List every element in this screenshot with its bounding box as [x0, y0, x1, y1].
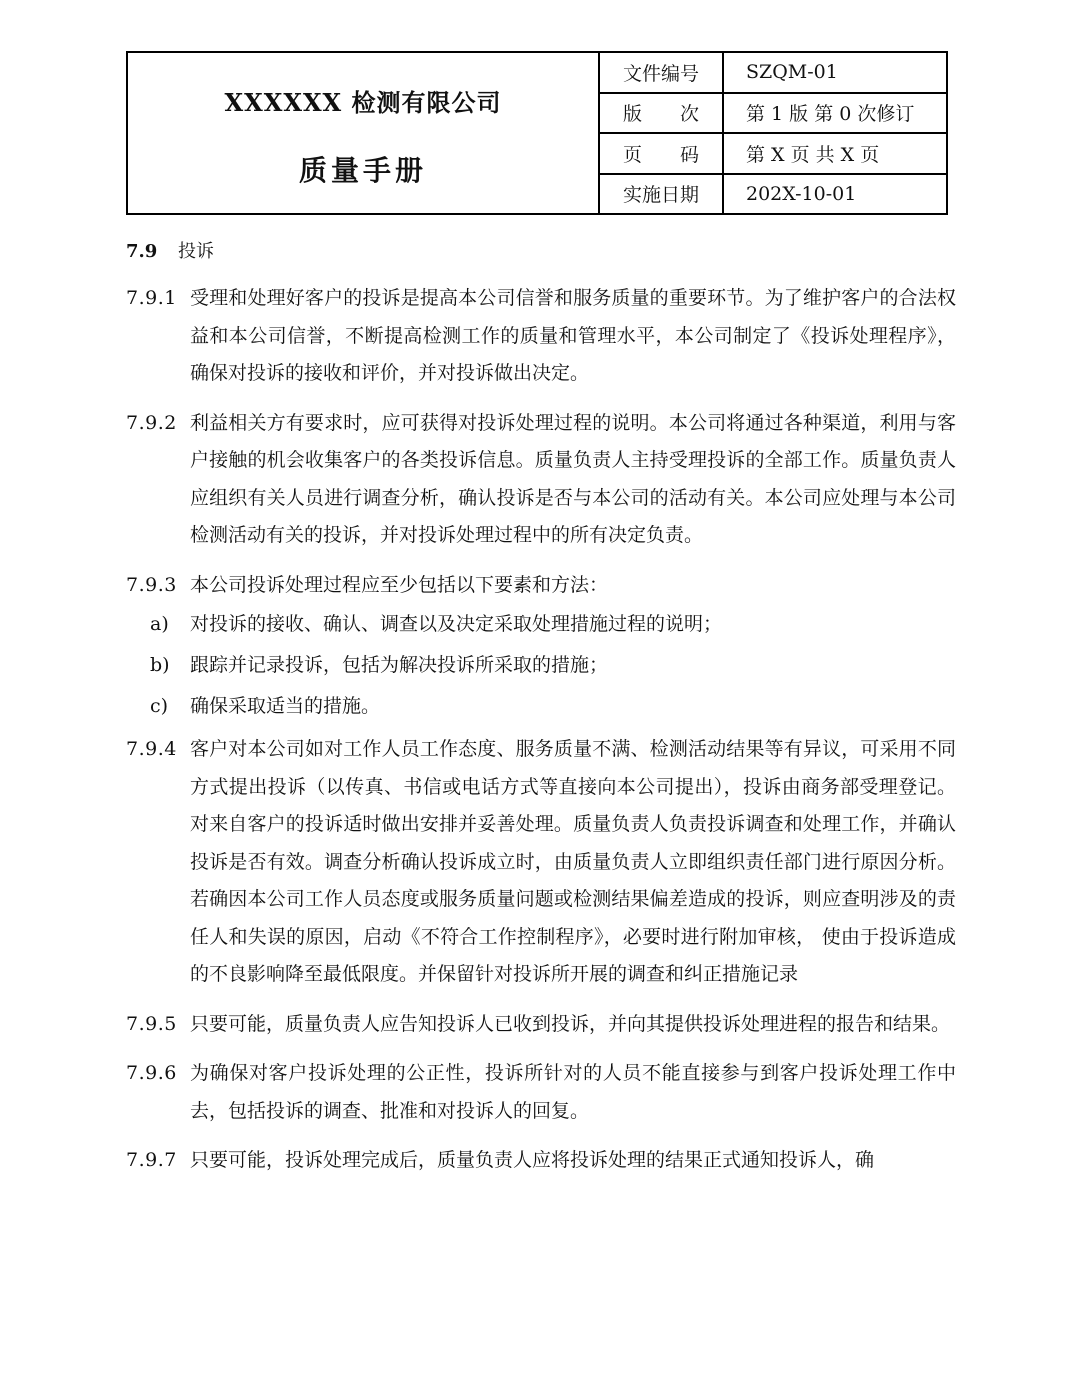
company-name: XXXXXX 检测有限公司 [224, 88, 502, 117]
clause-number: 7.9.2 [126, 411, 177, 434]
list-item-text: 跟踪并记录投诉，包括为解决投诉所采取的措施； [190, 654, 609, 676]
section-heading [126, 236, 956, 268]
clause-number: 7.9.1 [126, 287, 177, 309]
section-number: 7.9 [126, 241, 158, 262]
meta-row-page [600, 134, 946, 175]
clause-7-9-5 [126, 1006, 956, 1044]
meta-row-edition [600, 94, 946, 135]
list-item [126, 686, 956, 727]
clause-7-9-2 [126, 405, 956, 555]
clause-number: 7.9.7 [126, 1149, 177, 1171]
document-body [126, 236, 956, 1192]
list-item-text: 对投诉的接收、确认、调查以及决定采取处理措施过程的说明； [190, 613, 723, 635]
meta-label: 实施日期 [600, 175, 724, 214]
meta-value: 202X-10-01 [746, 182, 857, 205]
clause-7-9-3 [126, 567, 956, 605]
list-item-letter: c) [150, 695, 169, 717]
meta-row-file-number [600, 53, 946, 94]
clause-number: 7.9.5 [126, 1012, 177, 1035]
list-item-letter: a) [150, 613, 169, 635]
clause-number: 7.9.6 [126, 1062, 177, 1084]
clause-text: 客户对本公司如对工作人员工作态度、服务质量不满、检测活动结果等有异议，可采用不同方式提出投诉（以传真、书信或电话方式等直接向本公司提出），投诉由商务部受理登记。对来自客户的投诉适时做出安排并妥善处理。质量负责人负责投诉调查和处理工作，并确认投诉是否有效。调查分析确认投诉成立时，由质量负责人立即组织责任部门进行原因分析。若确因本公司工作人员态度或服务质量问题或检测结果偏差造成的投诉，则应查明涉及的责任人和失误的原因，启动《不符合工作控制程序》，必要时进行附加审核， 使由于投诉造成的不良影响降至最低限度。并保留针对投诉所开展的调查和纠正措施记录 [190, 738, 956, 985]
meta-label: 页 码 [600, 134, 724, 173]
list-item-text: 确保采取适当的措施。 [190, 695, 381, 717]
clause-7-9-4 [126, 731, 956, 994]
clause-text: 只要可能，质量负责人应告知投诉人已收到投诉，并向其提供投诉处理进程的报告和结果。 [190, 1012, 951, 1035]
clause-7-9-6 [126, 1055, 956, 1130]
meta-value: 第 X 页 共 X 页 [746, 143, 880, 166]
clause-number: 7.9.3 [126, 573, 177, 596]
meta-value: 第 1 版 第 0 次修订 [746, 103, 915, 126]
list-item [126, 645, 956, 686]
header-meta-cells [600, 53, 946, 213]
clause-7-9-3-items [126, 604, 956, 727]
document-header-table [126, 51, 948, 215]
clause-text: 为确保对客户投诉处理的公正性，投诉所针对的人员不能直接参与到客户投诉处理工作中去，包括投诉的调查、批准和对投诉人的回复。 [190, 1062, 956, 1122]
header-title-cell [128, 53, 600, 213]
clause-text: 本公司投诉处理过程应至少包括以下要素和方法： [190, 573, 609, 596]
clause-text: 受理和处理好客户的投诉是提高本公司信誉和服务质量的重要环节。为了维护客户的合法权益和本公司信誉，不断提高检测工作的质量和管理水平，本公司制定了《投诉处理程序》，确保对投诉的接收和评价，并对投诉做出决定。 [190, 287, 956, 384]
meta-label: 版 次 [600, 94, 724, 133]
list-item [126, 604, 956, 645]
clause-7-9-1 [126, 280, 956, 393]
meta-row-effective-date [600, 175, 946, 214]
clause-7-9-7 [126, 1142, 956, 1180]
list-item-letter: b) [150, 654, 170, 676]
section-title: 投诉 [178, 241, 214, 262]
document-title: 质量手册 [298, 154, 427, 187]
meta-value: SZQM-01 [746, 61, 838, 84]
clause-number: 7.9.4 [126, 738, 177, 760]
clause-text: 利益相关方有要求时，应可获得对投诉处理过程的说明。本公司将通过各种渠道，利用与客户接触的机会收集客户的各类投诉信息。质量负责人主持受理投诉的全部工作。质量负责人应组织有关人员进行调查分析，确认投诉是否与本公司的活动有关。本公司应处理与本公司检测活动有关的投诉，并对投诉处理过程中的所有决定负责。 [190, 411, 956, 546]
meta-label: 文件编号 [600, 53, 724, 92]
clause-text: 只要可能，投诉处理完成后，质量负责人应将投诉处理的结果正式通知投诉人，确 [190, 1149, 875, 1171]
